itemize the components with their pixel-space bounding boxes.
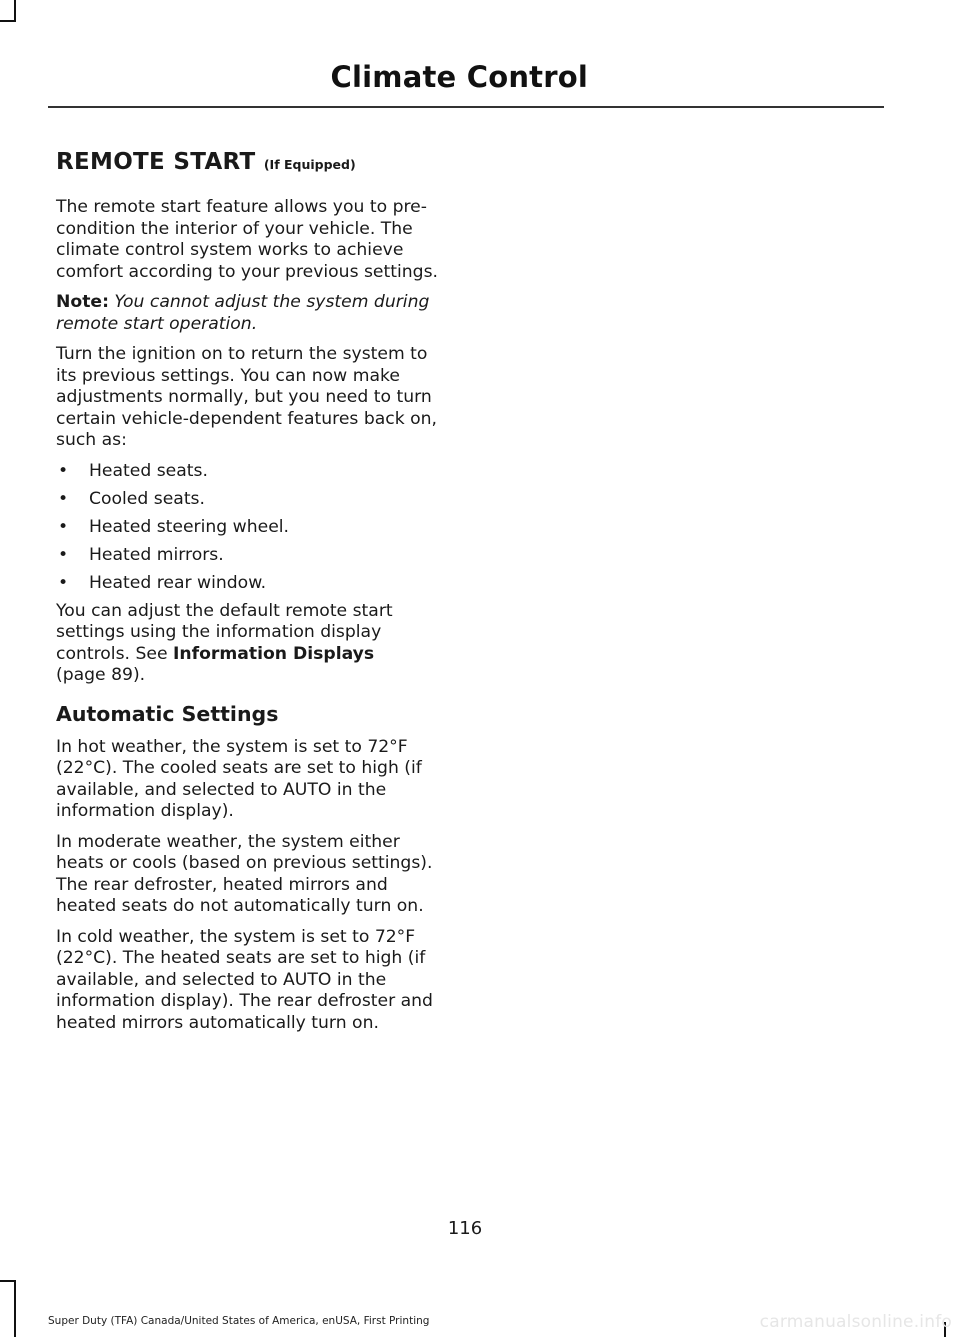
list-item-text: Cooled seats. — [89, 488, 205, 509]
bullet-glyph: • — [58, 488, 69, 509]
section-title-suffix: (If Equipped) — [263, 157, 356, 172]
feature-list — [56, 461, 452, 595]
header-divider — [48, 106, 884, 108]
crop-mark — [14, 0, 16, 22]
list-item-text: Heated seats. — [89, 460, 208, 481]
page-header-title: Climate Control — [330, 60, 588, 94]
bullet-glyph: • — [58, 544, 69, 565]
section-heading — [56, 148, 452, 179]
section-title: REMOTE START — [56, 149, 256, 175]
information-displays-link[interactable]: Information Displays — [172, 643, 375, 664]
page-number: 116 — [447, 1218, 483, 1239]
footer-text: Super Duty (TFA) Canada/United States of America, enUSA, First Printing — [48, 1315, 430, 1327]
subsection-heading: Automatic Settings — [56, 701, 279, 726]
hot-weather-paragraph: In hot weather, the system is set to 72°F (22°C). The cooled seats are set to high (if available, and selected to AUTO in the information display). — [56, 736, 422, 822]
bullet-glyph: • — [58, 460, 69, 481]
note-label: Note: — [56, 292, 109, 312]
list-item — [56, 489, 452, 511]
crop-mark — [14, 1280, 16, 1337]
watermark: carmanualsonline.info — [759, 1312, 952, 1332]
page-reference: (page 89). — [56, 665, 146, 686]
content-column — [56, 148, 452, 1043]
note-text: You cannot adjust the system during remote start operation. — [56, 292, 430, 334]
intro-paragraph: The remote start feature allows you to pre-condition the interior of your vehicle. The climate control system works to achieve comfort according to your previous settings. — [56, 197, 438, 282]
defaults-paragraph — [56, 601, 452, 687]
crop-mark — [0, 20, 16, 22]
defaults-lead: You can adjust the default remote start settings using the information display controls. See — [56, 600, 393, 664]
moderate-weather-paragraph: In moderate weather, the system either heats or cools (based on previous settings). The rear defroster, heated mirrors and heated seats do not automatically turn on. — [56, 831, 433, 917]
list-item-text: Heated mirrors. — [89, 544, 224, 565]
list-item — [56, 573, 452, 595]
ignition-paragraph: Turn the ignition on to return the system to its previous settings. You can now make adjustments normally, but you need to turn certain vehicle-dependent features back on, such as: — [56, 344, 438, 450]
list-item — [56, 517, 452, 539]
bullet-glyph: • — [58, 572, 69, 593]
note — [56, 292, 452, 335]
list-item-text: Heated rear window. — [89, 572, 267, 593]
bullet-glyph: • — [58, 516, 69, 537]
list-item — [56, 461, 452, 483]
list-item-text: Heated steering wheel. — [89, 516, 290, 537]
crop-mark — [0, 1280, 16, 1282]
cold-weather-paragraph: In cold weather, the system is set to 72°F (22°C). The heated seats are set to high (if available, and selected to AUTO in the information display). The rear defroster and heated mirrors automatically turn on. — [56, 926, 433, 1033]
list-item — [56, 545, 452, 567]
